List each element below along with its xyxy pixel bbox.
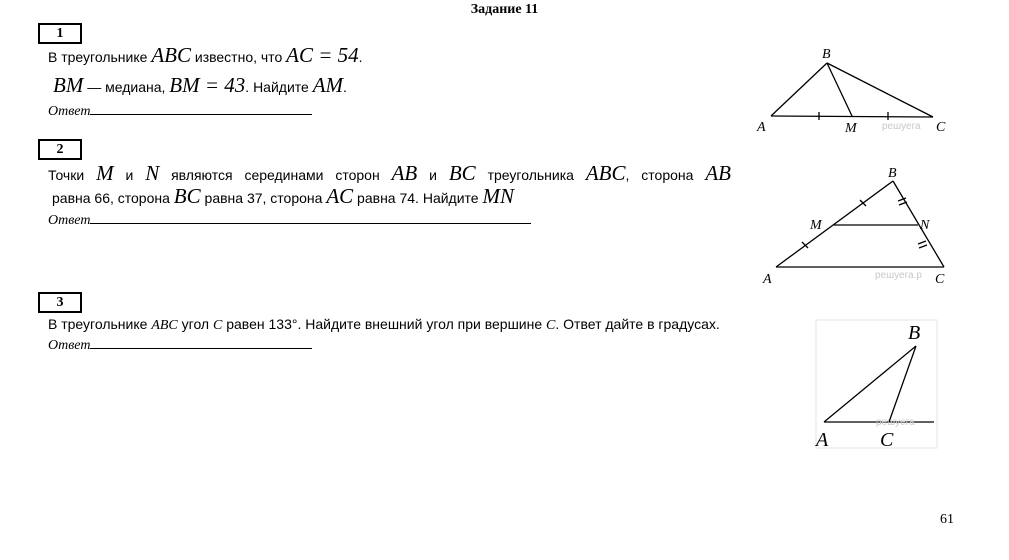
math: AB bbox=[705, 161, 731, 185]
math: ABC bbox=[585, 161, 626, 185]
label-a: A bbox=[816, 429, 829, 451]
math: C bbox=[546, 318, 556, 333]
side-ac bbox=[771, 116, 933, 117]
side-bc bbox=[889, 346, 916, 422]
text: . Найдите bbox=[245, 79, 313, 95]
text: . Ответ дайте в градусах. bbox=[555, 316, 720, 332]
label-a: A bbox=[763, 272, 772, 287]
text: , сторона bbox=[625, 167, 706, 183]
text: Точки bbox=[48, 167, 97, 183]
math: BC bbox=[173, 184, 201, 208]
problem-2-line-2 bbox=[52, 185, 514, 209]
page-title: Задание 11 bbox=[470, 2, 539, 17]
tick-bn-2 bbox=[899, 202, 907, 205]
math: ABC bbox=[151, 318, 178, 333]
answer-2 bbox=[48, 208, 531, 232]
problem-number-1: 1 bbox=[38, 23, 82, 44]
math: MN bbox=[482, 184, 514, 208]
problem-number-2: 2 bbox=[38, 139, 82, 160]
text: В треугольнике bbox=[48, 316, 152, 332]
math: N bbox=[145, 161, 160, 185]
side-ab bbox=[771, 63, 827, 116]
answer-label: Ответ bbox=[48, 338, 91, 353]
text: и bbox=[417, 167, 449, 183]
text: равна 74. Найдите bbox=[353, 190, 483, 206]
text: являются серединами сторон bbox=[159, 167, 392, 183]
answer-field[interactable] bbox=[90, 336, 312, 349]
text: треугольника bbox=[475, 167, 586, 183]
watermark: решуега.р bbox=[875, 270, 922, 281]
watermark: решуега bbox=[882, 121, 921, 132]
problem-number-3: 3 bbox=[38, 292, 82, 313]
math: AC bbox=[326, 184, 354, 208]
label-c: C bbox=[880, 429, 894, 451]
label-m: M bbox=[810, 218, 822, 233]
text: угол bbox=[177, 316, 213, 332]
problem-1-line-1 bbox=[48, 44, 363, 68]
tick-bn-1 bbox=[898, 198, 906, 201]
answer-field[interactable] bbox=[90, 102, 312, 115]
answer-label: Ответ bbox=[48, 213, 91, 228]
side-bc bbox=[893, 181, 944, 267]
tick-nc-1 bbox=[918, 241, 926, 244]
text: В треугольнике bbox=[48, 49, 152, 65]
tick-am bbox=[802, 242, 808, 248]
page-number: 61 bbox=[940, 512, 954, 527]
figure-frame bbox=[816, 320, 937, 448]
problem-2-line-1 bbox=[48, 162, 731, 186]
math: BM bbox=[53, 73, 84, 97]
side-ab bbox=[776, 181, 893, 267]
problem-1-line-2 bbox=[53, 74, 347, 98]
text: равен 133°. Найдите внешний угол при вершине bbox=[222, 316, 547, 332]
math: BC bbox=[448, 161, 476, 185]
text: равна 66, сторона bbox=[52, 190, 174, 206]
label-b: B bbox=[822, 47, 831, 62]
label-m: M bbox=[845, 121, 857, 136]
label-a: A bbox=[757, 120, 766, 135]
text: . bbox=[358, 49, 363, 65]
math: BM = 43 bbox=[169, 73, 246, 97]
tick-mb bbox=[860, 200, 866, 206]
math: AM bbox=[312, 73, 344, 97]
median-bm bbox=[827, 63, 852, 116]
math: AC = 54 bbox=[286, 43, 359, 67]
side-bc bbox=[827, 63, 933, 117]
answer-label: Ответ bbox=[48, 104, 91, 119]
answer-1 bbox=[48, 99, 312, 123]
tick-nc-2 bbox=[919, 245, 927, 248]
math: M bbox=[96, 161, 114, 185]
text: . bbox=[343, 79, 347, 95]
math: ABC bbox=[151, 43, 191, 67]
text: равна 37, сторона bbox=[200, 190, 327, 206]
side-ab bbox=[824, 346, 916, 422]
math: C bbox=[213, 318, 223, 333]
text: известно, что bbox=[190, 49, 287, 65]
text: — медиана, bbox=[83, 79, 170, 95]
label-b: B bbox=[888, 166, 897, 181]
label-n: N bbox=[920, 218, 930, 233]
text: и bbox=[113, 167, 146, 183]
label-c: C bbox=[935, 272, 945, 287]
watermark: решуега bbox=[876, 417, 915, 428]
answer-field[interactable] bbox=[90, 211, 531, 224]
answer-3 bbox=[48, 333, 312, 357]
math: AB bbox=[391, 161, 418, 185]
label-c: C bbox=[936, 120, 946, 135]
label-b: B bbox=[908, 322, 921, 344]
